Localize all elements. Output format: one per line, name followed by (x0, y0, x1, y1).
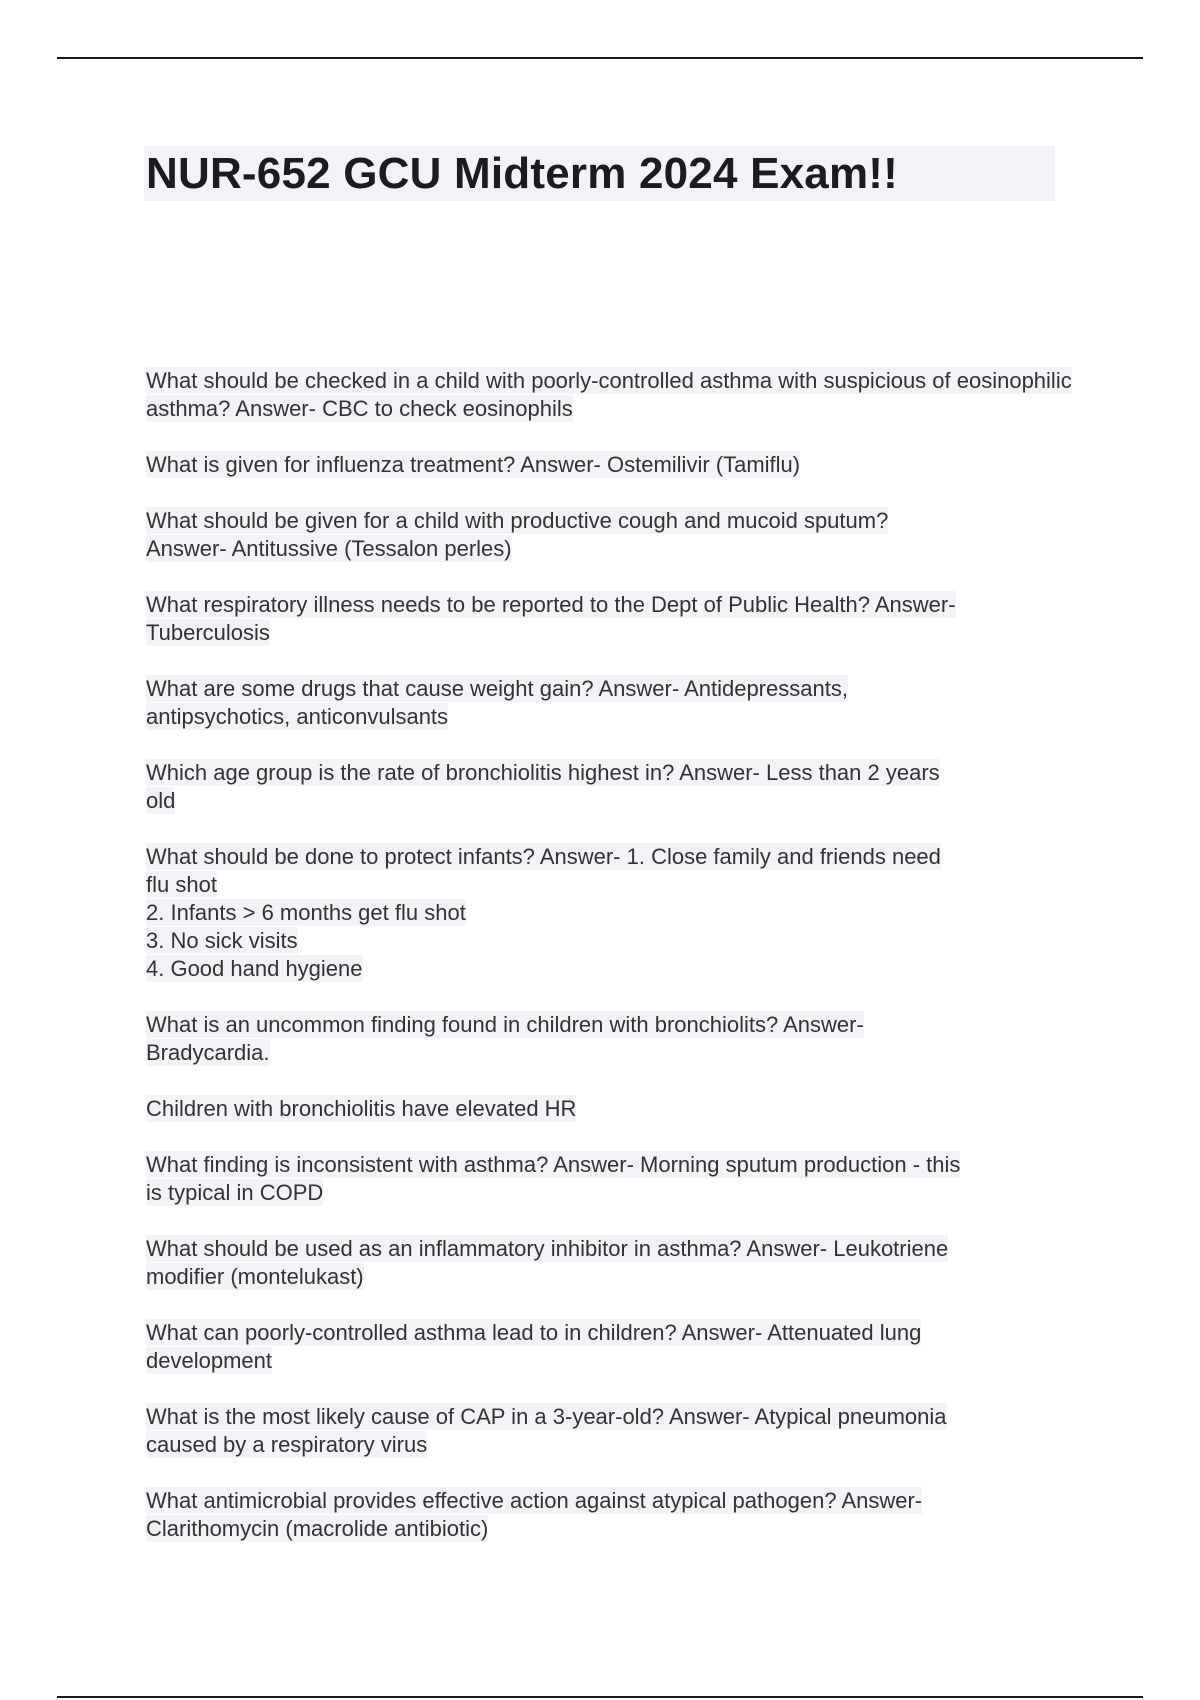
qa-item: Which age group is the rate of bronchiolitis highest in? Answer- Less than 2 years old (146, 760, 940, 813)
document-title: NUR-652 GCU Midterm 2024 Exam!! (146, 149, 898, 198)
qa-item: What is the most likely cause of CAP in a 3-year-old? Answer- Atypical pneumonia caused by a respiratory virus (146, 1404, 947, 1457)
qa-item: What are some drugs that cause weight gain? Answer- Antidepressants, antipsychotics, anticonvulsants (146, 676, 848, 729)
question-answer-list (146, 367, 1076, 1571)
bottom-rule (57, 1696, 1143, 1698)
qa-item: What should be used as an inflammatory inhibitor in asthma? Answer- Leukotriene modifier (montelukast) (146, 1236, 949, 1289)
qa-item: What should be checked in a child with poorly-controlled asthma with suspicious of eosinophilic asthma? Answer- CBC to check eosinophils (146, 368, 1072, 421)
qa-item: What finding is inconsistent with asthma? Answer- Morning sputum production - this is typical in COPD (146, 1152, 961, 1205)
qa-item: What is given for influenza treatment? Answer- Ostemilivir (Tamiflu) (146, 452, 801, 477)
qa-item: What is an uncommon finding found in children with bronchiolits? Answer- Bradycardia. (146, 1012, 864, 1065)
qa-item: Children with bronchiolitis have elevated HR (146, 1096, 577, 1121)
qa-item: What antimicrobial provides effective action against atypical pathogen? Answer- Clarithomycin (macrolide antibiotic) (146, 1488, 923, 1541)
qa-item: What respiratory illness needs to be reported to the Dept of Public Health? Answer- Tuberculosis (146, 592, 956, 645)
qa-item: What can poorly-controlled asthma lead to in children? Answer- Attenuated lung development (146, 1320, 922, 1373)
top-rule (57, 57, 1143, 59)
qa-item: What should be done to protect infants? Answer- 1. Close family and friends need flu shot 2. Infants > 6 months get flu shot 3. No sick visits 4. Good hand hygiene (146, 844, 941, 981)
qa-item: What should be given for a child with productive cough and mucoid sputum? Answer- Antitussive (Tessalon perles) (146, 508, 889, 561)
